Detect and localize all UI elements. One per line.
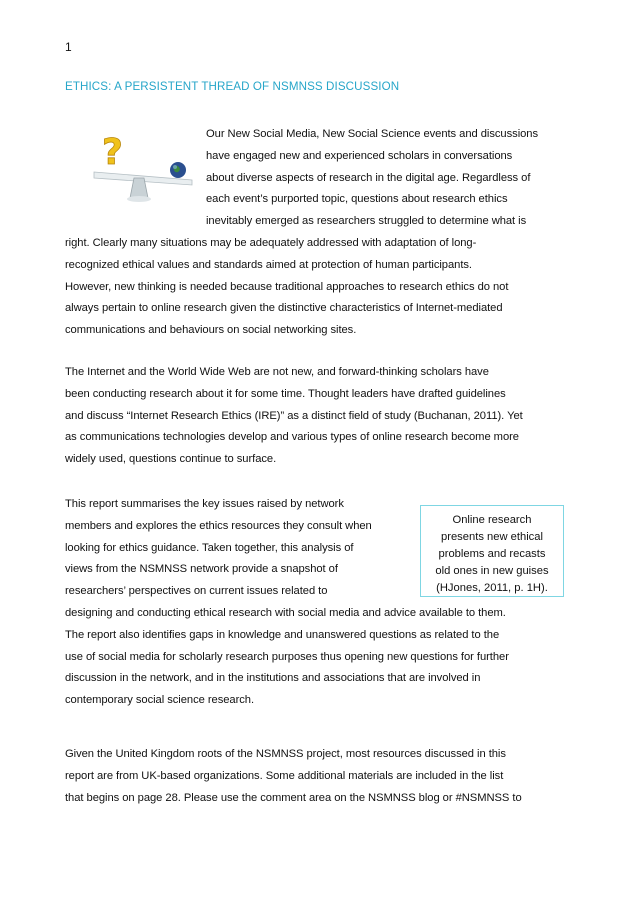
question-balance-illustration (88, 126, 196, 208)
paragraph-line: This report summarises the key issues raised by network (65, 498, 344, 510)
pull-quote-line: (HJones, 2011, p. 1H). (436, 582, 548, 594)
paragraph-line: views from the NSMNSS network provide a snapshot of (65, 563, 338, 576)
paragraph-line: However, new thinking is needed because traditional approaches to research ethics do not (65, 280, 509, 293)
page-title: ETHICS: A PERSISTENT THREAD OF NSMNSS DISCUSSION (65, 80, 400, 93)
paragraph-line: and discuss “Internet Research Ethics (IRE)” as a distinct field of study (Buchanan, 2011). Yet (65, 409, 523, 422)
paragraph-line: looking for ethics guidance. Taken together, this analysis of (65, 541, 354, 554)
paragraph-line: members and explores the ethics resources they consult when (65, 519, 372, 532)
paragraph-line: about diverse aspects of research in the digital age. Regardless of (206, 171, 531, 184)
paragraph-line: The Internet and the World Wide Web are not new, and forward-thinking scholars have (65, 366, 489, 378)
pull-quote-line: presents new ethical (441, 531, 543, 543)
paragraph-line: have engaged new and experienced scholars in conversations (206, 149, 513, 162)
paragraph-line: communications and behaviours on social networking sites. (65, 324, 357, 337)
paragraph-line: Our New Social Media, New Social Science events and discussions (206, 128, 539, 140)
paragraph-line: widely used, questions continue to surface. (65, 453, 277, 466)
paragraph-line: always pertain to online research given the distinctive characteristics of Internet-mediated (65, 302, 503, 315)
globe-icon (170, 162, 186, 178)
pull-quote-line: Online research (452, 514, 532, 526)
paragraph-line: inevitably emerged as researchers struggled to determine what is (206, 215, 527, 228)
question-mark-icon (102, 132, 123, 173)
paragraph-line: right. Clearly many situations may be adequately addressed with adaptation of long- (65, 237, 477, 249)
paragraph-line: The report also identifies gaps in knowledge and unanswered questions as related to the (65, 628, 500, 641)
svg-text:?: ? (102, 132, 123, 173)
paragraph-line: discussion in the network, and in the institutions and associations that are involved in (65, 672, 481, 685)
paragraph-line: researchers’ perspectives on current issues related to (65, 585, 328, 598)
paragraph-line: been conducting research about it for some time. Thought leaders have drafted guidelines (65, 387, 506, 400)
paragraph-line: contemporary social science research. (65, 694, 255, 707)
paragraph-line: use of social media for scholarly research purposes thus opening new questions for further (65, 650, 509, 663)
paragraph-line: recognized ethical values and standards aimed at protection of human participants. (65, 258, 472, 271)
page-number: 1 (65, 40, 72, 54)
pull-quote-line: old ones in new guises (435, 565, 549, 577)
paragraph-line: as communications technologies develop and various types of online research become more (65, 431, 519, 444)
paragraph-line: each event’s purported topic, questions about research ethics (206, 193, 508, 206)
pull-quote-line: problems and recasts (438, 548, 546, 560)
paragraph-line: that begins on page 28. Please use the comment area on the NSMNSS blog or #NSMNSS to (65, 791, 522, 804)
paragraph-line: designing and conducting ethical research with social media and advice available to them. (65, 607, 506, 619)
paragraph-line: Given the United Kingdom roots of the NSMNSS project, most resources discussed in this (65, 748, 506, 760)
pull-quote-box (420, 505, 564, 597)
paragraph-line: report are from UK-based organizations. Some additional materials are included in the list (65, 769, 504, 782)
